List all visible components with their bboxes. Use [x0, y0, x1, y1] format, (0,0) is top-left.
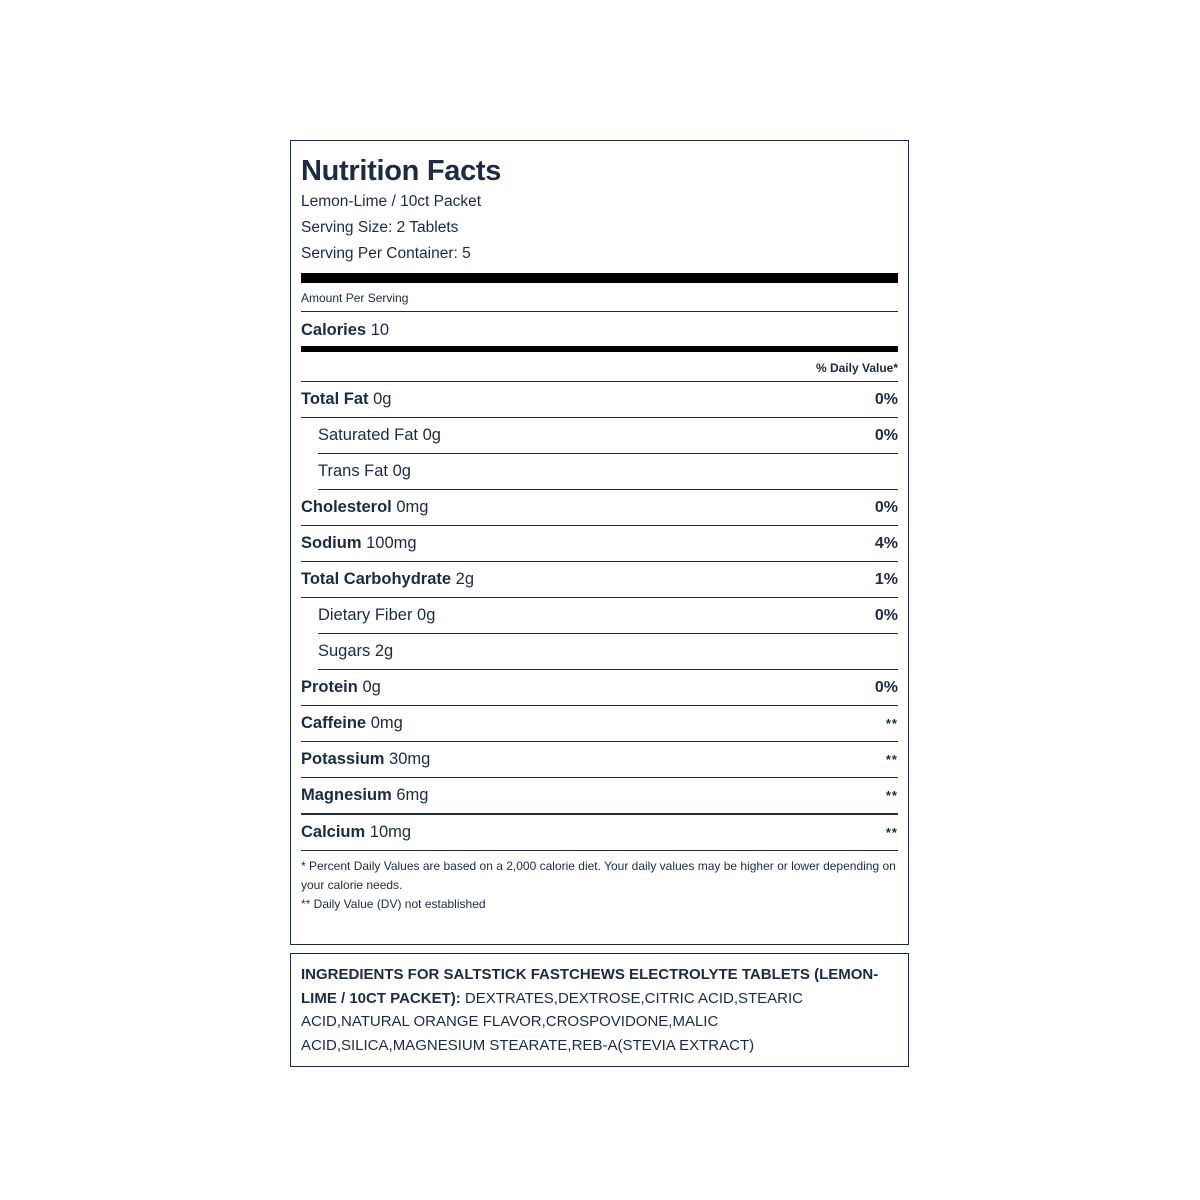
nutrient-daily-value: 0%: [874, 426, 898, 444]
nutrient-name: Protein: [301, 678, 358, 696]
nutrient-row-protein: [301, 670, 898, 706]
nutrient-daily-value: **: [885, 825, 898, 840]
nutrient-name: Potassium: [301, 750, 385, 768]
nutrient-daily-value: 0%: [874, 390, 898, 408]
nutrition-facts-title: Nutrition Facts: [301, 155, 502, 187]
nutrient-daily-value: 0%: [874, 498, 898, 516]
nutrient-amount: 6mg: [396, 786, 429, 804]
nutrient-daily-value: 4%: [874, 534, 898, 552]
nutrient-name: Saturated Fat: [318, 426, 418, 444]
nutrient-daily-value: 1%: [874, 570, 898, 588]
nutrient-row-caffeine: [301, 706, 898, 742]
servings-per-container: Serving Per Container: 5: [301, 245, 471, 262]
nutrient-row-cholesterol: [301, 490, 898, 526]
nutrient-amount: 0g: [422, 426, 441, 444]
nutrient-row-total-carbohydrate: [301, 562, 898, 598]
nutrient-row-total-fat: [301, 382, 898, 418]
nutrient-name: Trans Fat: [318, 462, 388, 480]
nutrient-name: Total Fat: [301, 390, 369, 408]
serving-size: Serving Size: 2 Tablets: [301, 219, 459, 236]
nutrient-daily-value: **: [885, 752, 898, 767]
nutrient-daily-value: **: [885, 716, 898, 731]
nutrient-daily-value: 0%: [874, 606, 898, 624]
nutrient-name: Caffeine: [301, 714, 367, 732]
calories-label: Calories: [301, 321, 367, 339]
nutrient-amount: 0mg: [396, 498, 429, 516]
nutrient-row-saturated-fat: [318, 418, 898, 454]
nutrient-row-sodium: [301, 526, 898, 562]
nutrient-amount: 10mg: [369, 823, 412, 841]
nutrient-name: Calcium: [301, 823, 366, 841]
footnote-daily-values: * Percent Daily Values are based on a 2,000 calorie diet. Your daily values may be higher or lower depending on your calorie needs.: [301, 859, 896, 892]
calories-row: [301, 312, 898, 346]
ingredients-list: DEXTRATES,DEXTROSE,CITRIC ACID,STEARIC ACID,NATURAL ORANGE FLAVOR,CROSPOVIDONE,MALIC ACID,SILICA,MAGNESIUM STEARATE,REB-A(STEVIA EXTRACT): [301, 989, 804, 1054]
footnote-dv-not-established: ** Daily Value (DV) not established: [301, 897, 486, 911]
nutrient-name: Magnesium: [301, 786, 392, 804]
serving-info: [301, 189, 898, 267]
nutrition-facts-panel: [290, 140, 909, 945]
amount-per-serving: Amount Per Serving: [301, 283, 898, 312]
nutrient-row-calcium: [301, 815, 898, 851]
nutrient-amount: 2g: [374, 642, 394, 660]
nutrient-name: Sugars: [318, 642, 371, 660]
ingredients-heading: INGREDIENTS FOR SALTSTICK FASTCHEWS ELECTROLYTE TABLETS (LEMON-LIME / 10CT PACKET):: [301, 966, 879, 1007]
nutrient-amount: 0g: [373, 390, 392, 408]
nutrient-amount: 2g: [455, 570, 474, 588]
nutrient-name: Total Carbohydrate: [301, 570, 452, 588]
nutrient-name: Dietary Fiber: [318, 606, 413, 624]
nutrient-name: Sodium: [301, 534, 362, 552]
nutrient-row-trans-fat: [318, 454, 898, 490]
nutrient-name: Cholesterol: [301, 498, 392, 516]
nutrient-amount: 100mg: [366, 534, 417, 552]
nutrient-row-potassium: [301, 742, 898, 778]
nutrient-amount: 0g: [362, 678, 381, 696]
ingredients-panel: [290, 953, 909, 1067]
nutrient-amount: 0mg: [370, 714, 403, 732]
nutrient-row-dietary-fiber: [318, 598, 898, 634]
nutrient-amount: 0g: [392, 462, 411, 480]
thick-divider: [301, 273, 898, 283]
daily-value-header: % Daily Value*: [301, 352, 898, 382]
nutrient-daily-value: **: [885, 788, 898, 803]
calories-value: 10: [370, 321, 390, 339]
nutrient-daily-value: 0%: [874, 678, 898, 696]
nutrient-row-magnesium: [301, 778, 898, 815]
product-variant: Lemon-Lime / 10ct Packet: [301, 193, 482, 210]
nutrient-row-sugars: [318, 634, 898, 670]
nutrient-amount: 0g: [417, 606, 436, 624]
nutrient-amount: 30mg: [389, 750, 431, 768]
footnotes: [301, 851, 898, 914]
